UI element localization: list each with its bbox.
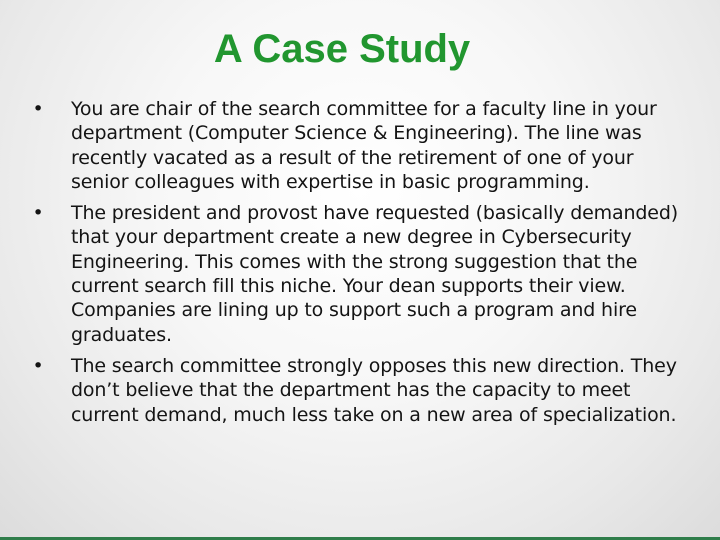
bullet-icon: •: [32, 98, 44, 120]
slide-title: A Case Study: [213, 27, 471, 71]
bullet-item: [26, 354, 692, 427]
bullet-item: [26, 201, 692, 347]
bullet-text: You are chair of the search committee for a faculty line in your department (Computer Science & Engineering). The line was recently vacated as a result of the retirement of one of your senior colleagues with expertise in basic programming.: [71, 98, 657, 193]
bullet-text: The search committee strongly opposes this new direction. They don’t believe that the department has the capacity to meet current demand, much less take on a new area of specialization.: [71, 354, 677, 426]
bullet-text: The president and provost have requested (basically demanded) that your department create a new degree in Cybersecurity Engineering. This comes with the strong suggestion that the current search fill this niche. Your dean supports their view. Companies are lining up to support such a program and hire graduates.: [71, 202, 679, 346]
bullet-list: [26, 97, 692, 434]
bullet-icon: •: [32, 354, 44, 377]
bullet-icon: •: [32, 202, 44, 225]
bullet-item: [26, 97, 692, 194]
